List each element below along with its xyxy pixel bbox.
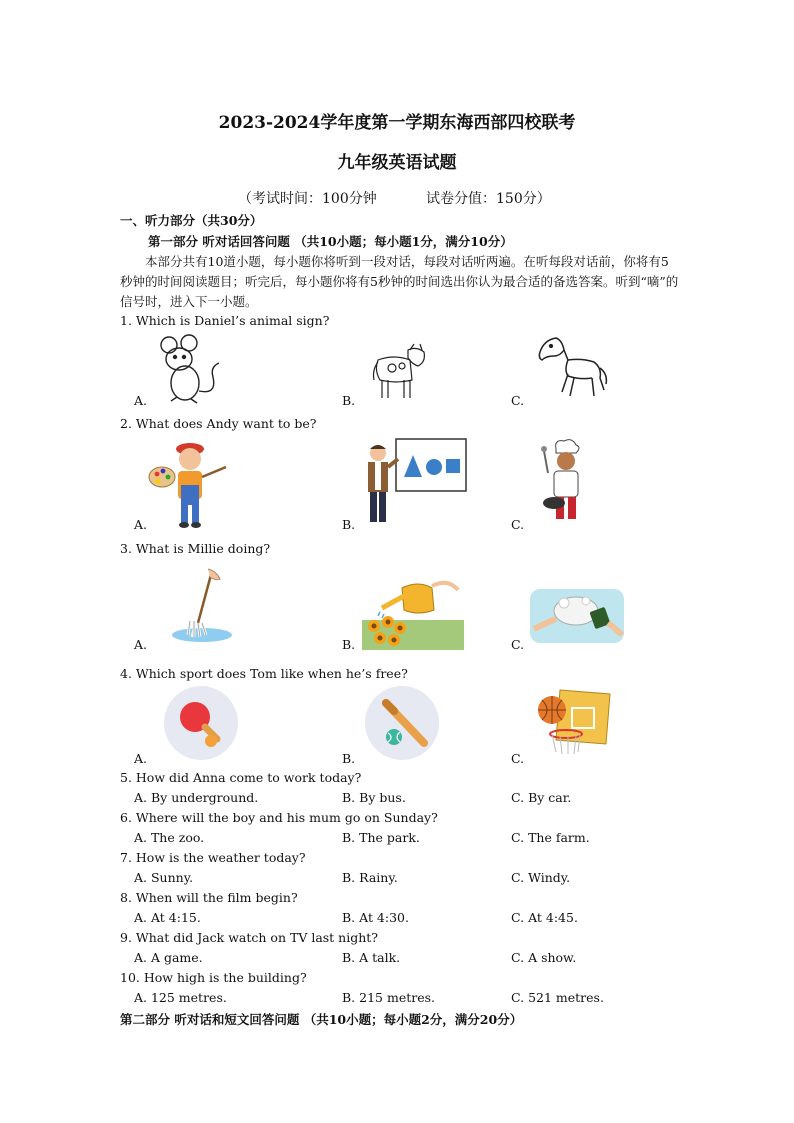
- washing-dishes-picture: [530, 583, 624, 645]
- cow-picture: [368, 338, 432, 402]
- part1-heading: 第一部分 听对话回答问题 （共10小题；每小题1分，满分10分）: [148, 234, 513, 249]
- question-10: 10. How high is the building?: [120, 970, 307, 985]
- q2-option-b[interactable]: B.: [342, 517, 356, 532]
- q7-option-a[interactable]: A. Sunny.: [134, 870, 194, 885]
- instructions: 本部分共有10道小题，每小题你将听到一段对话，每段对话听两遍。在听每段对话前，你将有5秒钟的时间阅读题目；听完后，每小题你将有5秒钟的时间选出你认为最合适的备选答案。听到“嘀”的信号时，进入下一小题。: [120, 254, 679, 309]
- exam-score: 试卷分值：150分）: [426, 191, 551, 207]
- q1-option-a[interactable]: A.: [134, 393, 148, 408]
- exam-title: 2023-2024学年度第一学期东海西部四校联考: [218, 113, 576, 133]
- q3-option-c[interactable]: C.: [511, 637, 525, 652]
- q10-option-a[interactable]: A. 125 metres.: [134, 990, 227, 1005]
- q2-option-c[interactable]: C.: [511, 517, 525, 532]
- q9-option-b[interactable]: B. A talk.: [342, 950, 401, 965]
- q2-option-a[interactable]: A.: [134, 517, 148, 532]
- q4-option-b[interactable]: B.: [342, 751, 356, 766]
- question-2: 2. What does Andy want to be?: [120, 416, 317, 431]
- watering-flowers-picture: [362, 574, 464, 650]
- q5-option-a[interactable]: A. By underground.: [134, 790, 259, 805]
- question-7: 7. How is the weather today?: [120, 850, 306, 865]
- basketball-picture: [536, 686, 612, 762]
- q4-option-c[interactable]: C.: [511, 751, 525, 766]
- question-1: 1. Which is Daniel’s animal sign?: [120, 313, 330, 328]
- q8-option-b[interactable]: B. At 4:30.: [342, 910, 409, 925]
- q6-option-a[interactable]: A. The zoo.: [134, 830, 205, 845]
- q5-option-b[interactable]: B. By bus.: [342, 790, 406, 805]
- teacher-picture: [360, 437, 470, 529]
- q10-option-c[interactable]: C. 521 metres.: [511, 990, 604, 1005]
- question-8: 8. When will the film begin?: [120, 890, 298, 905]
- q3-option-b[interactable]: B.: [342, 637, 356, 652]
- mopping-picture: [168, 567, 234, 645]
- q1-option-c[interactable]: C.: [511, 393, 525, 408]
- section-listening-heading: 一、听力部分（共30分）: [120, 213, 263, 228]
- q6-option-c[interactable]: C. The farm.: [511, 830, 590, 845]
- q6-option-b[interactable]: B. The park.: [342, 830, 420, 845]
- q8-option-c[interactable]: C. At 4:45.: [511, 910, 578, 925]
- question-5: 5. How did Anna come to work today?: [120, 770, 362, 785]
- q9-option-a[interactable]: A. A game.: [134, 950, 203, 965]
- baseball-picture: [364, 685, 440, 761]
- q7-option-b[interactable]: B. Rainy.: [342, 870, 398, 885]
- q3-option-a[interactable]: A.: [134, 637, 148, 652]
- question-3: 3. What is Millie doing?: [120, 541, 271, 556]
- q4-option-a[interactable]: A.: [134, 751, 148, 766]
- exam-subtitle: 九年级英语试题: [337, 153, 457, 173]
- table-tennis-picture: [163, 685, 239, 761]
- q7-option-c[interactable]: C. Windy.: [511, 870, 571, 885]
- exam-time: （考试时间：100分钟: [238, 191, 377, 207]
- part2-heading: 第二部分 听对话和短文回答问题 （共10小题；每小题2分，满分20分）: [120, 1012, 523, 1027]
- q8-option-a[interactable]: A. At 4:15.: [134, 910, 201, 925]
- question-4: 4. Which sport does Tom like when he’s free?: [120, 666, 408, 681]
- question-6: 6. Where will the boy and his mum go on Sunday?: [120, 810, 438, 825]
- q5-option-c[interactable]: C. By car.: [511, 790, 572, 805]
- question-9: 9. What did Jack watch on TV last night?: [120, 930, 379, 945]
- painter-picture: [148, 437, 234, 529]
- q9-option-c[interactable]: C. A show.: [511, 950, 577, 965]
- mouse-picture: [155, 333, 227, 405]
- horse-picture: [534, 334, 610, 402]
- q1-option-b[interactable]: B.: [342, 393, 356, 408]
- cook-picture: [540, 437, 590, 529]
- q10-option-b[interactable]: B. 215 metres.: [342, 990, 435, 1005]
